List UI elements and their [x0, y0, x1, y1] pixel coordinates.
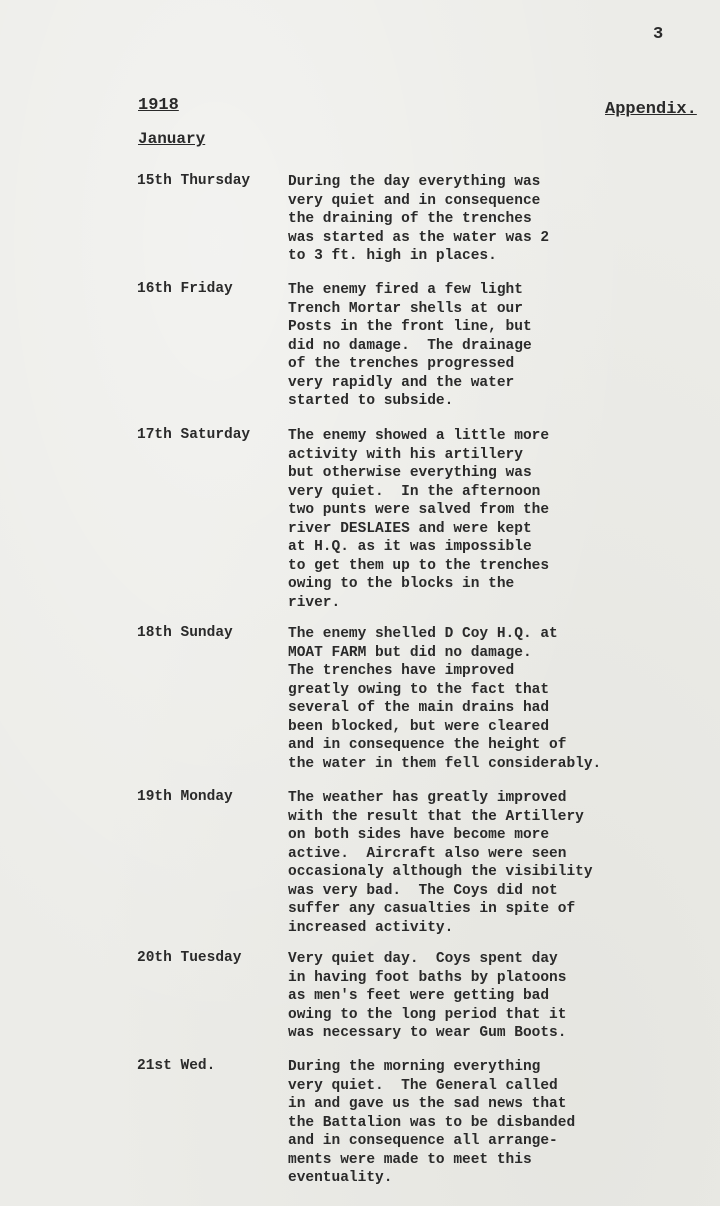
appendix-heading: Appendix.: [605, 100, 697, 119]
month-heading: January: [138, 130, 206, 148]
entry-text: The enemy showed a little more activity with his artillery but otherwise everything was very quiet. In the afternoon two punts were salved from the river DESLAIES and were kept at H.Q. as it was impossible to get them up to the trenches owing to the blocks in the river.: [288, 428, 550, 611]
entry-date: 21st Wed.: [137, 1058, 216, 1074]
entry-date: 17th Saturday: [137, 427, 251, 443]
entry-text: The weather has greatly improved with the result that the Artillery on both sides have become more active. Aircraft also were seen occasionaly although the visibility was very bad. The Coys did not suffer any casualties in spite of increased activity.: [288, 790, 593, 936]
entry-text: The enemy shelled D Coy H.Q. at MOAT FARM but did no damage. The trenches have improved greatly owing to the fact that several of the main drains had been blocked, but were cleared and in consequence the height of the water in them fell considerably.: [288, 626, 602, 772]
entry-text: Very quiet day. Coys spent day in having foot baths by platoons as men's feet were getting bad owing to the long period that it was necessary to wear Gum Boots.: [288, 951, 567, 1041]
entry-date: 20th Tuesday: [137, 950, 242, 966]
page-number: 3: [653, 25, 664, 44]
entry-text: During the day everything was very quiet and in consequence the draining of the trenches was started as the water was 2 to 3 ft. high in places.: [288, 174, 550, 264]
entry-date: 18th Sunday: [137, 625, 233, 641]
entry-text: During the morning everything very quiet. The General called in and gave us the sad news that the Battalion was to be disbanded and in consequence all arrange- ments were made to meet this eventuality.: [288, 1059, 576, 1186]
year-heading: 1918: [138, 96, 179, 115]
entry-date: 15th Thursday: [137, 173, 251, 189]
entry-date: 19th Monday: [137, 789, 233, 805]
entry-text: The enemy fired a few light Trench Mortar shells at our Posts in the front line, but did no damage. The drainage of the trenches progressed very rapidly and the water started to subside.: [288, 282, 532, 409]
entry-date: 16th Friday: [137, 281, 233, 297]
